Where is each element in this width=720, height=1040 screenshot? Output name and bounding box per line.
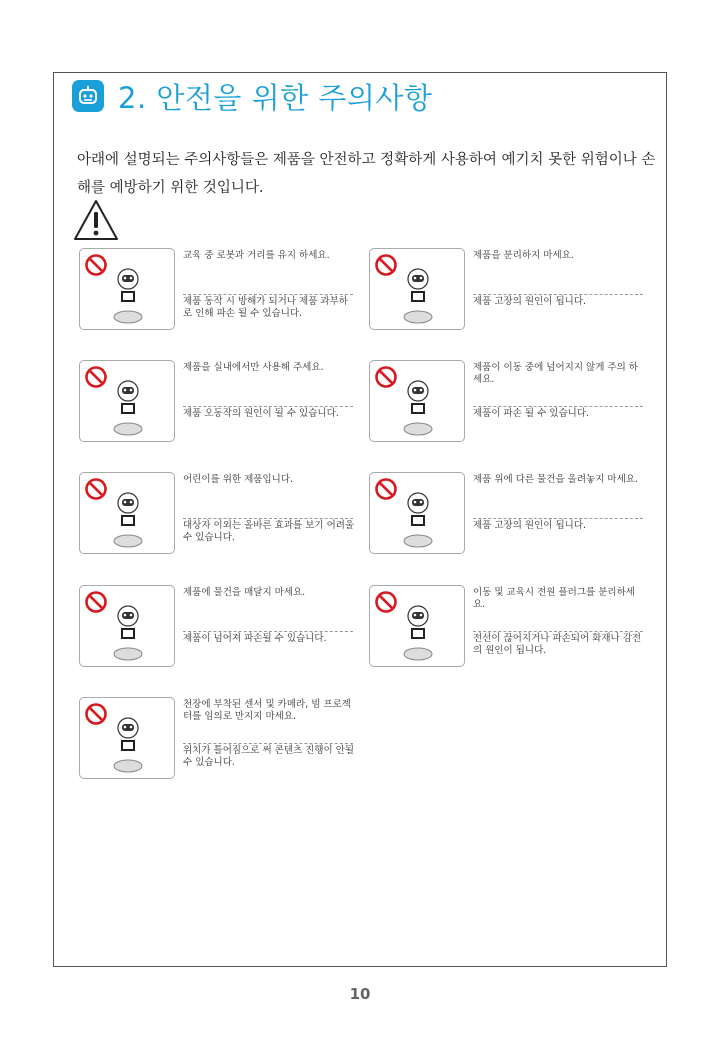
- caution-item: [369, 360, 649, 444]
- divider: [183, 743, 353, 744]
- caution-illustration: [369, 585, 465, 667]
- divider: [473, 406, 643, 407]
- caution-illustration: [79, 697, 175, 779]
- caution-item: [79, 472, 359, 556]
- caution-consequence: 제품 동작 시 방해가 되거나 제품 과부하로 인해 파손 될 수 있습니다.: [183, 296, 348, 319]
- caution-illustration: [79, 360, 175, 442]
- divider: [183, 294, 353, 295]
- caution-instruction: 제품을 분리하지 마세요.: [473, 250, 574, 261]
- caution-consequence: 제품이 파손 될 수 있습니다.: [473, 408, 590, 419]
- caution-consequence: 제품 오동작의 원인이 될 수 있습니다.: [183, 408, 339, 419]
- prohibited-icon: [84, 590, 108, 614]
- caution-item: [369, 248, 649, 332]
- caution-instruction: 이동 및 교육시 전원 플러그를 분리하세요.: [473, 587, 635, 610]
- prohibited-icon: [374, 365, 398, 389]
- divider: [473, 631, 643, 632]
- prohibited-icon: [374, 253, 398, 277]
- robot-face-icon: [72, 80, 104, 112]
- page-number: 10: [349, 985, 371, 1003]
- caution-consequence: 전선이 끊어지거나 파손되어 화재나 감전의 원인이 됩니다.: [473, 633, 642, 656]
- caution-item: [79, 697, 359, 781]
- section-header: [72, 78, 432, 114]
- prohibited-icon: [84, 477, 108, 501]
- prohibited-icon: [84, 365, 108, 389]
- caution-consequence: 제품이 넘어져 파손될 수 있습니다.: [183, 633, 327, 644]
- warning-triangle-icon: [72, 198, 120, 242]
- caution-item: [79, 248, 359, 332]
- divider: [183, 518, 353, 519]
- caution-consequence: 대상자 이외는 올바른 효과를 보기 어려울 수 있습니다.: [183, 520, 355, 543]
- caution-illustration: [369, 248, 465, 330]
- caution-illustration: [369, 472, 465, 554]
- caution-instruction: 제품을 실내에서만 사용해 주세요.: [183, 362, 324, 373]
- caution-item: [79, 585, 359, 669]
- section-title: 2. 안전을 위한 주의사항: [118, 80, 433, 115]
- caution-item: [369, 585, 649, 669]
- divider: [183, 631, 353, 632]
- caution-illustration: [79, 585, 175, 667]
- prohibited-icon: [374, 590, 398, 614]
- caution-instruction: 교육 중 로봇과 거리를 유지 하세요.: [183, 250, 330, 261]
- caution-instruction: 어린이를 위한 제품입니다.: [183, 474, 294, 485]
- prohibited-icon: [374, 477, 398, 501]
- caution-item: [369, 472, 649, 556]
- caution-instruction: 천장에 부착된 센서 및 카메라, 빔 프로젝터를 임의로 만지지 마세요.: [183, 699, 351, 722]
- caution-illustration: [79, 248, 175, 330]
- caution-illustration: [369, 360, 465, 442]
- caution-illustration: [79, 472, 175, 554]
- prohibited-icon: [84, 702, 108, 726]
- intro-text: 아래에 설명되는 주의사항들은 제품을 안전하고 정확하게 사용하여 예기치 못한 위험이나 손해를 예방하기 위한 것입니다.: [77, 152, 656, 196]
- divider: [473, 518, 643, 519]
- caution-instruction: 제품이 이동 중에 넘어지지 않게 주의 하세요.: [473, 362, 638, 385]
- caution-item: [79, 360, 359, 444]
- caution-consequence: 제품 고장의 원인이 됩니다.: [473, 520, 587, 531]
- divider: [183, 406, 353, 407]
- caution-consequence: 위치가 틀어짐으로 써 콘텐츠 진행이 안될 수 있습니다.: [183, 745, 355, 768]
- caution-instruction: 제품 위에 다른 물건을 올려놓지 마세요.: [473, 474, 638, 485]
- caution-instruction: 제품에 물건을 매달지 마세요.: [183, 587, 306, 598]
- divider: [473, 294, 643, 295]
- caution-consequence: 제품 고장의 원인이 됩니다.: [473, 296, 587, 307]
- prohibited-icon: [84, 253, 108, 277]
